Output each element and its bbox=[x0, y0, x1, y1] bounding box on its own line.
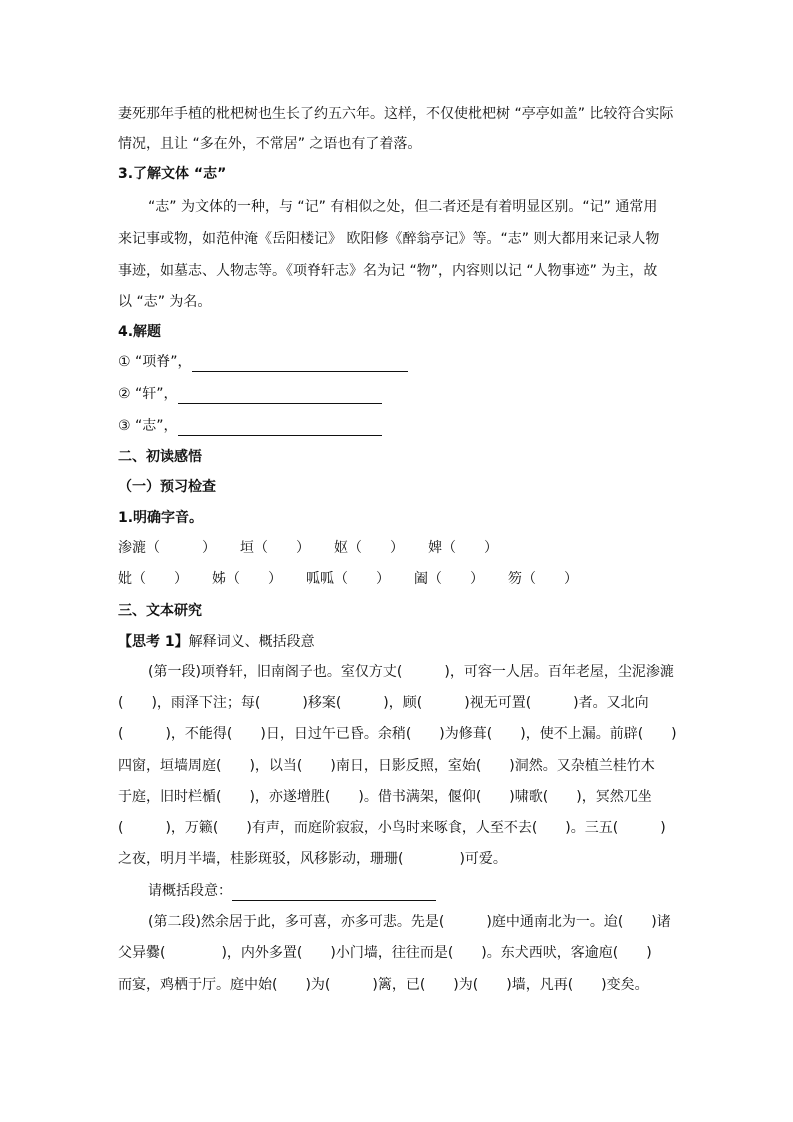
paragraph-1-line: (第一段)项脊轩，旧南阁子也。室仅方丈( )，可容一人居。百年老屋，尘泥渗漉 bbox=[148, 664, 674, 680]
pronunciation-task: 1.明确字音。 bbox=[118, 510, 204, 526]
think-1-prompt bbox=[118, 632, 315, 652]
paragraph-1-line: ( )，雨泽下注；每( )移案( )，顾( )视无可置( )者。又北向 bbox=[118, 695, 649, 711]
answer-blank[interactable] bbox=[192, 357, 408, 372]
title-item-2 bbox=[118, 384, 382, 404]
paragraph-1-line: 于庭，旧时栏楯( )，亦遂增胜( )。借书满架，偃仰( )啸歌( )，冥然兀坐 bbox=[118, 789, 652, 805]
paragraph-1-line: 之夜，明月半墙，桂影斑驳，风移影动，珊珊( )可爱。 bbox=[118, 851, 507, 867]
think-text: 解释词义、概括段意 bbox=[188, 634, 315, 650]
section-3-text: 事迹，如墓志、人物志等。《项脊轩志》名为记 “物”，内容则以记 “人物事迹” 为主，故 bbox=[118, 263, 658, 279]
section-3-heading: 3.了解文体 “志” bbox=[118, 166, 227, 182]
pronunciation-item[interactable]: 婢（ ） bbox=[428, 540, 498, 556]
pronunciation-item[interactable]: 姊（ ） bbox=[212, 571, 282, 587]
think-tag: 【思考 1】 bbox=[118, 634, 189, 650]
summary-prompt bbox=[148, 881, 436, 901]
paragraph-2-line: 而宴，鸡栖于厅。庭中始( )为( )篱，已( )为( )墙，凡再( )变矣。 bbox=[118, 977, 649, 993]
pronunciation-item[interactable]: 笏（ ） bbox=[508, 571, 578, 587]
pronunciation-item[interactable]: 垣（ ） bbox=[240, 540, 310, 556]
part-2-heading: 二、初读感悟 bbox=[118, 449, 202, 465]
title-item-label: ③ “志”， bbox=[118, 418, 178, 434]
part-2-subheading: （一）预习检查 bbox=[118, 479, 216, 495]
section-3-text: “志” 为文体的一种，与 “记” 有相似之处，但二者还是有着明显区别。“记” 通常用 bbox=[148, 199, 658, 215]
pronunciation-item[interactable]: 妣（ ） bbox=[118, 571, 188, 587]
paragraph-2-line: (第二段)然余居于此，多可喜，亦多可悲。先是( )庭中通南北为一。迨( )诸 bbox=[148, 914, 671, 930]
section-4-heading: 4.解题 bbox=[118, 324, 162, 340]
title-item-3 bbox=[118, 416, 382, 436]
title-item-label: ① “项脊”， bbox=[118, 354, 192, 370]
part-3-heading: 三、文本研究 bbox=[118, 603, 202, 619]
pronunciation-row-2 bbox=[118, 569, 602, 589]
section-3-text: 以 “志” 为名。 bbox=[118, 294, 212, 310]
pronunciation-row-1 bbox=[118, 538, 522, 558]
pronunciation-item[interactable]: 呱呱（ ） bbox=[306, 571, 390, 587]
intro-line-1: 妻死那年手植的枇杷树也生长了约五六年。这样，不仅使枇杷树 “亭亭如盖” 比较符合实际 bbox=[118, 106, 674, 122]
title-item-label: ② “轩”， bbox=[118, 386, 178, 402]
paragraph-1-line: ( )，万籁( )有声，而庭阶寂寂，小鸟时来啄食，人至不去( )。三五( ) bbox=[118, 820, 666, 836]
answer-blank[interactable] bbox=[178, 421, 382, 436]
pronunciation-item[interactable]: 妪（ ） bbox=[334, 540, 404, 556]
answer-blank[interactable] bbox=[178, 389, 382, 404]
intro-line-2: 情况，且让 “多在外，不常居” 之语也有了着落。 bbox=[118, 136, 422, 152]
title-item-1 bbox=[118, 352, 408, 372]
pronunciation-item[interactable]: 阖（ ） bbox=[414, 571, 484, 587]
paragraph-2-line: 父异爨( )，内外多置( )小门墙，往往而是( )。东犬西吠，客逾庖( ) bbox=[118, 945, 652, 961]
summary-label: 请概括段意： bbox=[148, 883, 232, 899]
summary-blank[interactable] bbox=[232, 886, 436, 901]
paragraph-1-line: 四窗，垣墙周庭( )，以当( )南日，日影反照，室始( )洞然。又杂植兰桂竹木 bbox=[118, 758, 655, 774]
paragraph-1-line: ( )，不能得( )日，日过午已昏。余稍( )为修葺( )，使不上漏。前辟( ) bbox=[118, 726, 677, 742]
section-3-text: 来记事或物，如范仲淹《岳阳楼记》 欧阳修《醉翁亭记》等。“志” 则大都用来记录人物 bbox=[118, 231, 660, 247]
pronunciation-item[interactable]: 渗漉（ ） bbox=[118, 540, 216, 556]
